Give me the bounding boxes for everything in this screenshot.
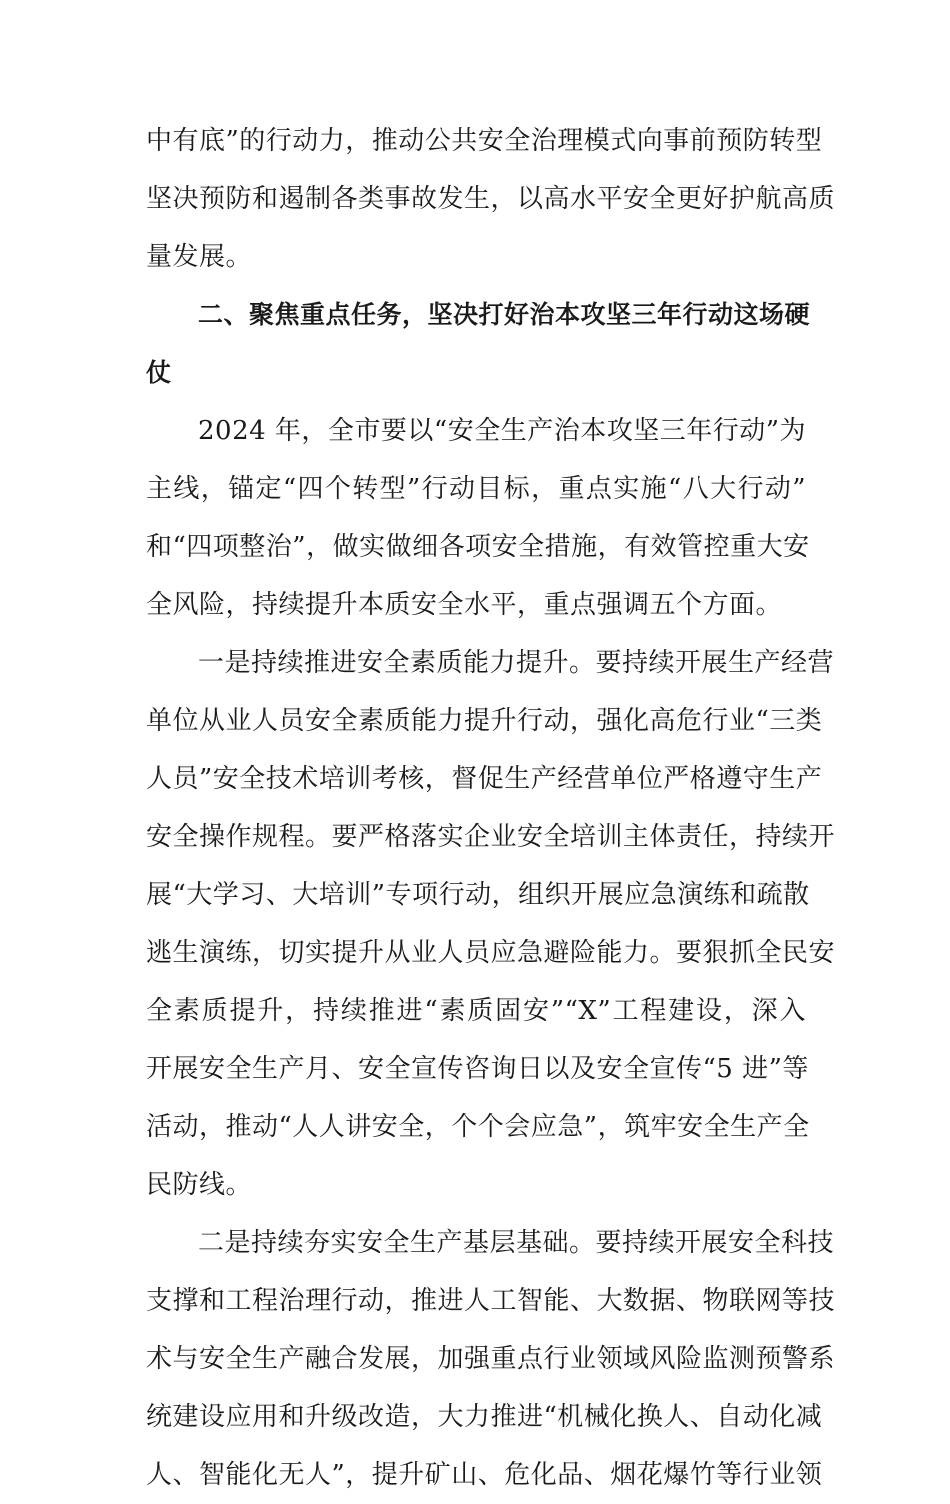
text-line: 民防线。: [146, 1170, 253, 1200]
text-line: 统建设应用和升级改造，大力推进“机械化换人、自动化减: [146, 1402, 823, 1432]
text-line: 全风险，持续提升本质安全水平，重点强调五个方面。: [146, 590, 783, 620]
paragraph-point-one: [146, 634, 836, 1214]
text-line: 展“大学习、大培训”专项行动，组织开展应急演练和疏散: [146, 880, 810, 910]
heading-line: 二、聚焦重点任务，坚决打好治本攻坚三年行动这场硬: [198, 300, 811, 329]
text-line: 主线，锚定“四个转型”行动目标，重点实施“八大行动”: [146, 474, 806, 504]
text-line: 2024 年，全市要以“安全生产治本攻坚三年行动”为: [198, 416, 807, 446]
section-heading: [146, 286, 811, 402]
text-line: 中有底”的行动力，推动公共安全治理模式向事前预防转型: [146, 126, 823, 156]
text-line: 人员”安全技术培训考核，督促生产经营单位严格遵守生产: [146, 764, 823, 794]
text-line: 术与安全生产融合发展，加强重点行业领域风险监测预警系: [146, 1344, 836, 1374]
text-line: 逃生演练，切实提升从业人员应急避险能力。要狠抓全民安: [146, 938, 836, 968]
paragraph-continuation: [146, 112, 836, 286]
text-line: 活动，推动“人人讲安全，个个会应急”，筑牢安全生产全: [146, 1112, 810, 1142]
text-line: 开展安全生产月、安全宣传咨询日以及安全宣传“5 进”等: [146, 1054, 809, 1084]
text-line: 安全操作规程。要严格落实企业安全培训主体责任，持续开: [146, 822, 836, 852]
text-line: 全素质提升，持续推进“素质固安”“X”工程建设，深入: [146, 996, 806, 1026]
text-line: 一是持续推进安全素质能力提升。要持续开展生产经营: [198, 648, 835, 678]
text-line: 和“四项整治”，做实做细各项安全措施，有效管控重大安: [146, 532, 810, 562]
paragraph-point-two: [146, 1214, 836, 1504]
heading-line: 仗: [146, 358, 172, 387]
text-line: 单位从业人员安全素质能力提升行动，强化高危行业“三类: [146, 706, 823, 736]
text-line: 量发展。: [146, 242, 253, 272]
text-line: 二是持续夯实安全生产基层基础。要持续开展安全科技: [198, 1228, 835, 1258]
text-line: 坚决预防和遏制各类事故发生，以高水平安全更好护航高质: [146, 184, 836, 214]
document-page: [146, 112, 836, 1504]
text-line: 支撑和工程治理行动，推进人工智能、大数据、物联网等技: [146, 1286, 836, 1316]
text-line: 人、智能化无人”，提升矿山、危化品、烟花爆竹等行业领: [146, 1460, 823, 1490]
paragraph-intro: [146, 402, 810, 634]
